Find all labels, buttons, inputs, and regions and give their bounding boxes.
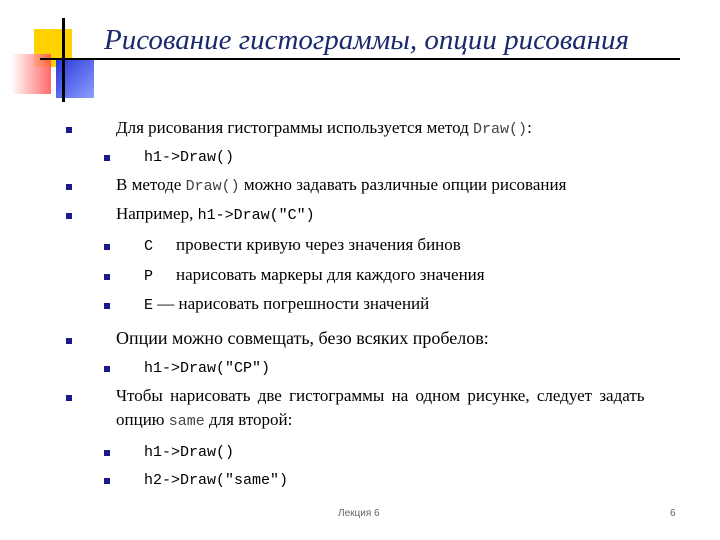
item-code: h1->Draw() <box>144 444 235 461</box>
bullet-icon <box>66 213 72 219</box>
bullet-icon <box>104 450 110 456</box>
item-code: P <box>144 268 154 285</box>
footer-lecture: Лекция 6 <box>338 508 380 519</box>
bullet-icon <box>66 127 72 133</box>
list-item <box>144 235 153 255</box>
item-code: C <box>144 238 154 255</box>
decor-vertical-line <box>62 18 65 102</box>
list-item <box>116 204 315 224</box>
item-code: h1->Draw("C") <box>197 207 315 224</box>
bullet-icon <box>104 478 110 484</box>
item-text-after: : <box>527 118 532 137</box>
item-description: нарисовать маркеры для каждого значения <box>176 265 485 284</box>
item-code: same <box>168 413 205 430</box>
bullet-icon <box>66 338 72 344</box>
bullet-icon <box>104 366 110 372</box>
bullet-icon <box>104 155 110 161</box>
bullet-icon <box>104 303 110 309</box>
decor-red-square <box>11 54 51 94</box>
list-item <box>144 469 288 489</box>
item-text-after: можно задавать различные опции рисования <box>239 175 567 194</box>
item-text: Для рисования гистограммы используется метод <box>116 118 474 137</box>
list-item: Опции можно совмещать, безо всяких пробелов: <box>116 328 489 348</box>
list-item <box>116 175 566 195</box>
list-item-continuation <box>116 410 292 430</box>
item-text: В методе <box>116 175 186 194</box>
item-text: опцию <box>116 410 169 429</box>
item-code: E <box>144 297 154 314</box>
item-text: — нарисовать погрешности значений <box>153 294 430 313</box>
item-text: Например, <box>116 204 198 223</box>
item-code: Draw() <box>185 178 240 195</box>
item-code: h1->Draw() <box>144 149 235 166</box>
bullet-icon <box>104 244 110 250</box>
item-code: Draw() <box>473 121 528 138</box>
bullet-icon <box>104 274 110 280</box>
bullet-icon <box>66 184 72 190</box>
list-item <box>144 441 234 461</box>
item-description: провести кривую через значения бинов <box>176 235 461 254</box>
list-item <box>144 294 429 314</box>
list-item <box>144 146 234 166</box>
slide-title: Рисование гистограммы, опции рисования <box>104 24 630 56</box>
item-code: h2->Draw("same") <box>144 472 289 489</box>
decor-horizontal-line <box>40 58 680 60</box>
list-item <box>144 357 270 377</box>
list-item <box>116 118 532 138</box>
item-text-after: для второй: <box>204 410 293 429</box>
page-number: 6 <box>670 508 676 519</box>
list-item: Чтобы нарисовать две гистограммы на одном рисунке, следует задать <box>116 386 645 405</box>
item-code: h1->Draw("CP") <box>144 360 271 377</box>
list-item <box>144 265 153 285</box>
bullet-icon <box>66 395 72 401</box>
